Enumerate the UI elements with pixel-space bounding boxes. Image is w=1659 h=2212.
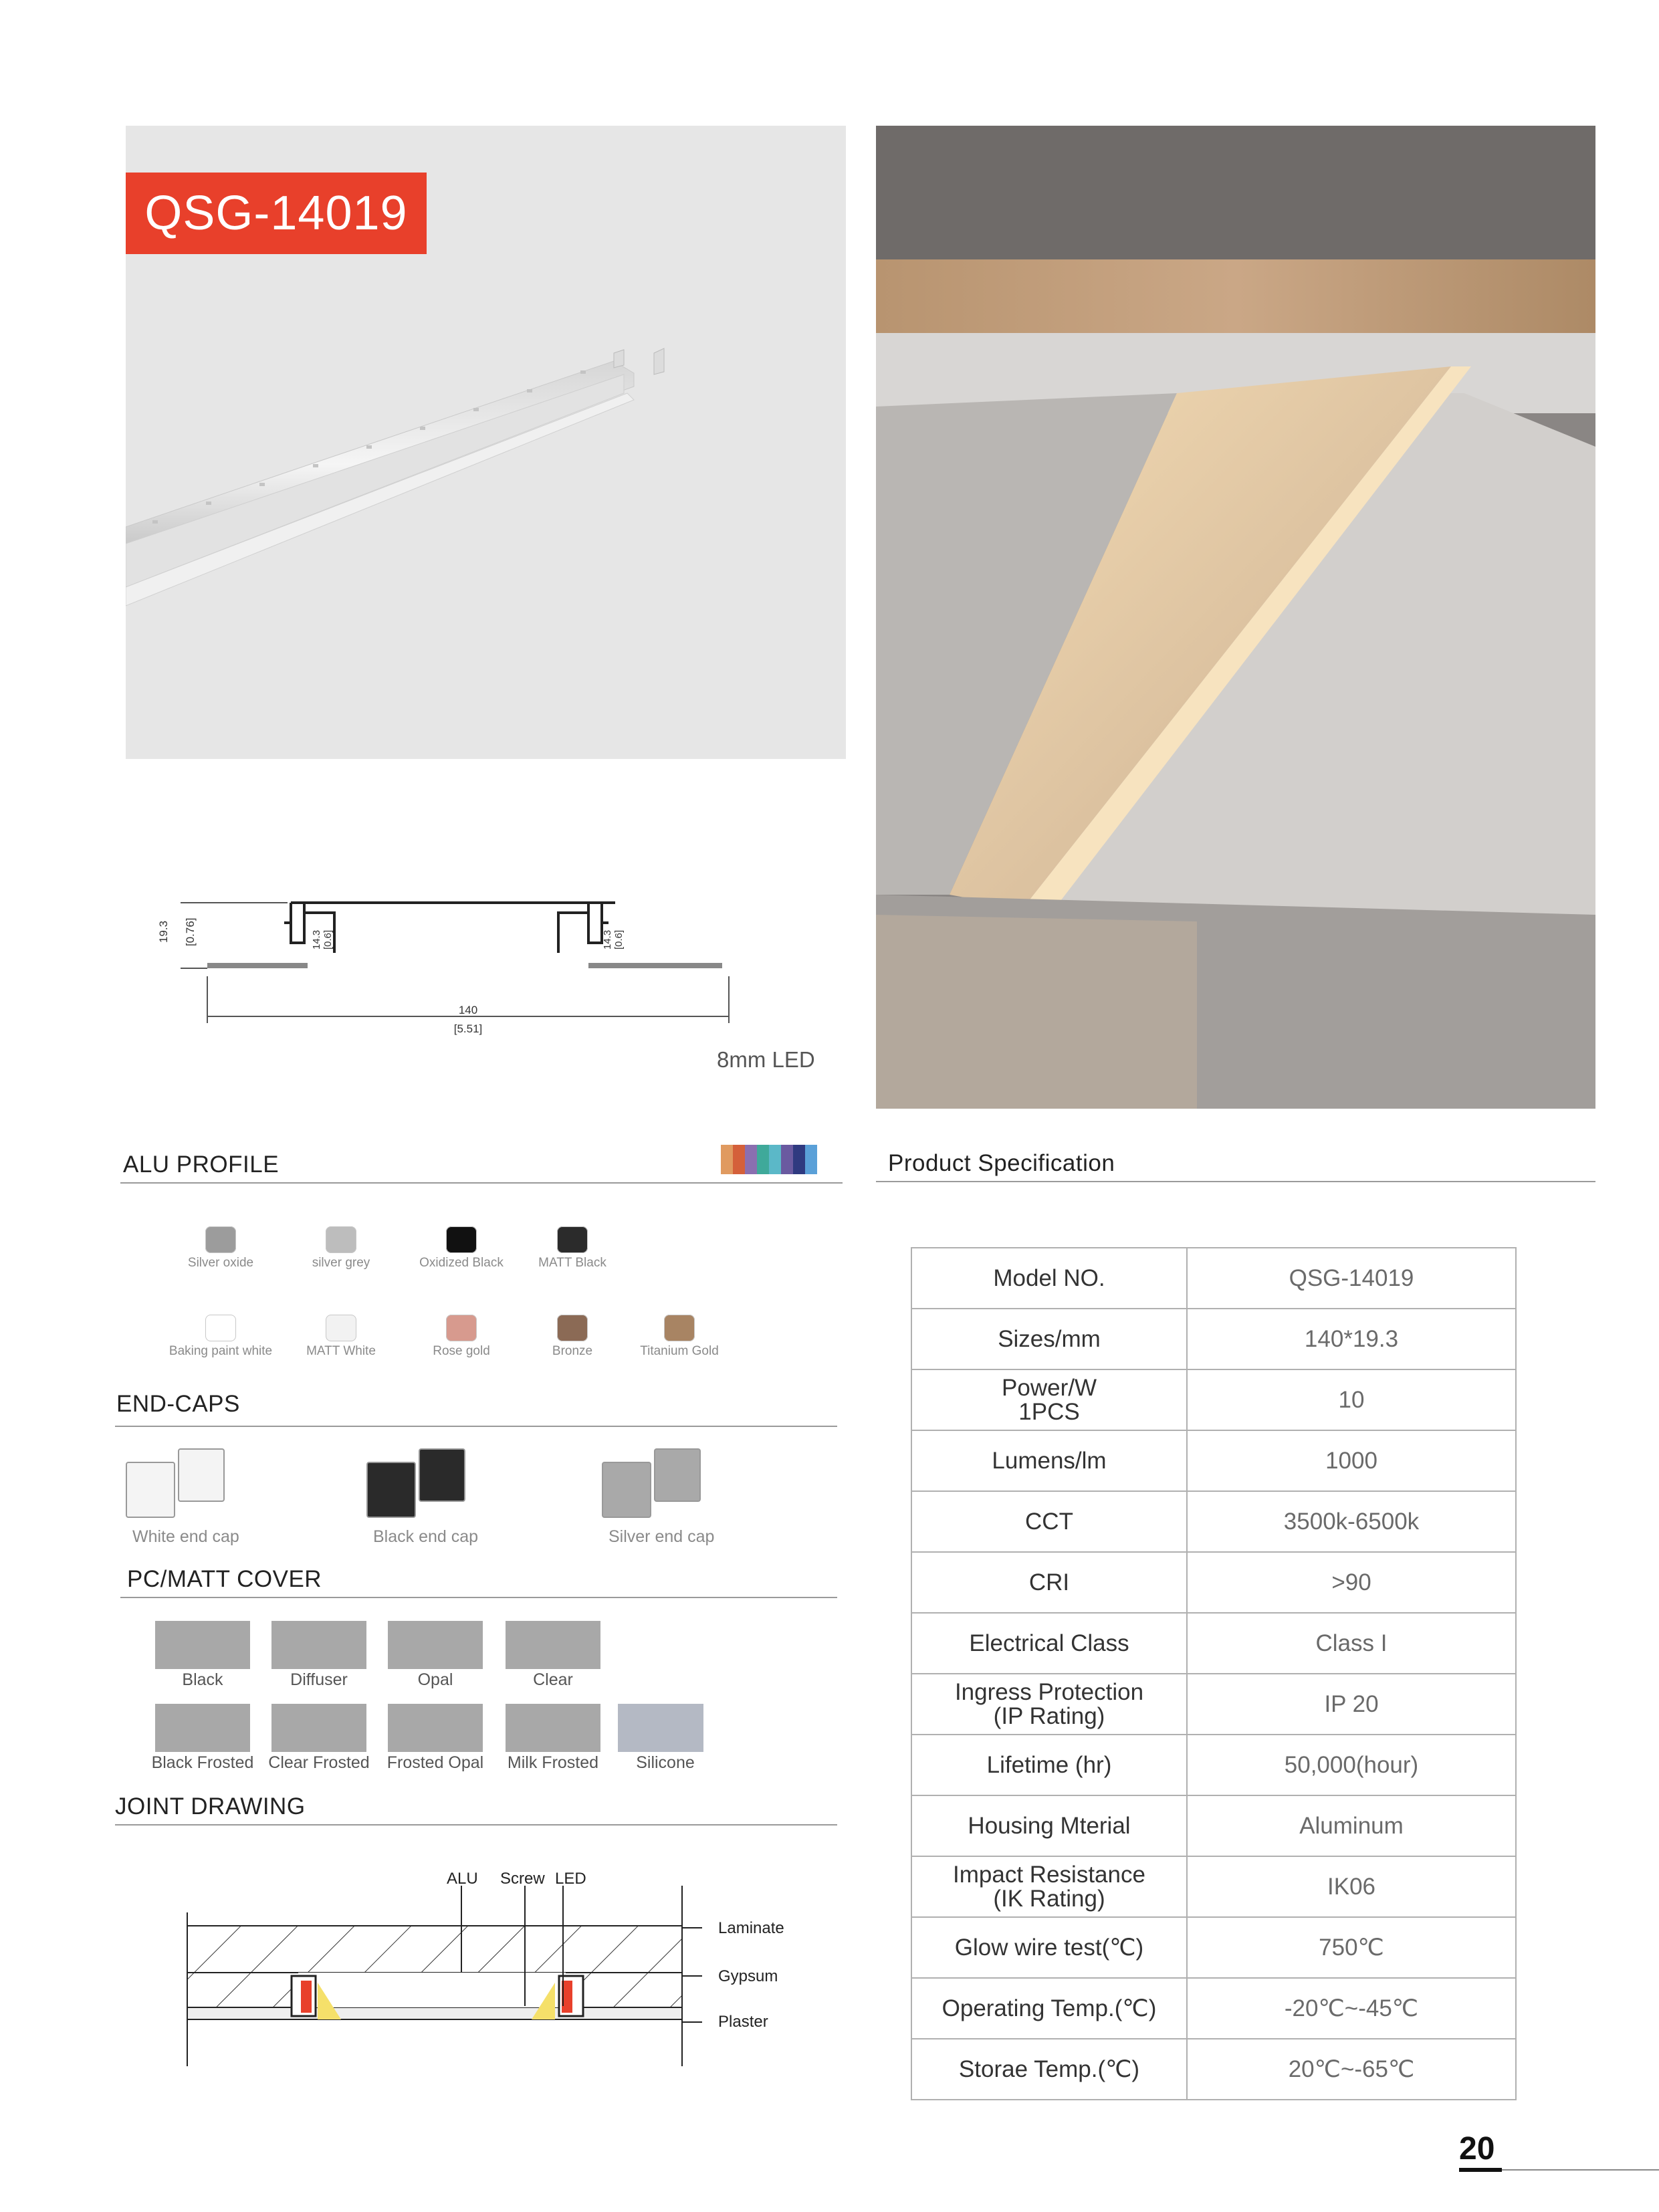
spec-key: Glow wire test(℃) xyxy=(911,1917,1187,1978)
spec-row xyxy=(911,1917,1516,1978)
end-cap-image xyxy=(126,1462,175,1518)
cover-image xyxy=(271,1704,366,1752)
cover-label: Diffuser xyxy=(290,1670,348,1689)
divider xyxy=(115,1824,837,1826)
joint-label-led: LED xyxy=(555,1870,586,1888)
divider xyxy=(876,1181,1595,1182)
spec-value: IK06 xyxy=(1187,1856,1516,1917)
cover-label: Milk Frosted xyxy=(507,1753,599,1772)
palette-chip xyxy=(769,1145,781,1174)
spec-value: 750℃ xyxy=(1187,1917,1516,1978)
spec-key: Model NO. xyxy=(911,1248,1187,1309)
color-swatch xyxy=(557,1226,588,1253)
inner-height-in-label-left: [0.6] xyxy=(322,929,334,950)
spec-value: IP 20 xyxy=(1187,1674,1516,1735)
color-swatch xyxy=(446,1315,477,1341)
joint-label-alu: ALU xyxy=(447,1870,478,1888)
color-swatch xyxy=(446,1226,477,1253)
model-badge: QSG-14019 xyxy=(126,173,427,254)
spec-row xyxy=(911,1978,1516,2039)
color-swatch xyxy=(326,1226,356,1253)
spec-key: Operating Temp.(℃) xyxy=(911,1978,1187,2039)
width-mm-label: 140 xyxy=(458,1004,478,1016)
color-swatch xyxy=(664,1315,695,1341)
cover-label: Clear xyxy=(533,1670,573,1689)
joint-label-plaster: Plaster xyxy=(718,2013,768,2031)
color-swatch xyxy=(557,1315,588,1341)
spec-key: Lumens/lm xyxy=(911,1430,1187,1491)
spec-row xyxy=(911,1674,1516,1735)
spec-key: Ingress Protection (IP Rating) xyxy=(911,1674,1187,1735)
color-swatch-label: Titanium Gold xyxy=(640,1344,719,1358)
spec-row xyxy=(911,1795,1516,1856)
palette-chip xyxy=(733,1145,745,1174)
spec-key: Electrical Class xyxy=(911,1613,1187,1674)
palette-chip xyxy=(721,1145,733,1174)
color-swatch xyxy=(205,1226,236,1253)
cover-label: Clear Frosted xyxy=(268,1753,370,1772)
cover-label: Silicone xyxy=(636,1753,695,1772)
cover-image xyxy=(388,1621,483,1669)
palette-chip xyxy=(793,1145,805,1174)
divider xyxy=(120,1597,837,1598)
divider xyxy=(120,1182,843,1184)
spec-key: Impact Resistance (IK Rating) xyxy=(911,1856,1187,1917)
cover-image xyxy=(271,1621,366,1669)
joint-label-gypsum: Gypsum xyxy=(718,1967,778,1985)
color-swatch-label: Silver oxide xyxy=(187,1256,254,1270)
end-cap-image xyxy=(366,1462,416,1518)
spec-row xyxy=(911,1613,1516,1674)
palette-chip xyxy=(805,1145,817,1174)
joint-label-screw: Screw xyxy=(500,1870,545,1888)
spec-row xyxy=(911,1552,1516,1613)
end-caps-title: END-CAPS xyxy=(116,1391,240,1417)
color-swatch-label: MATT Black xyxy=(538,1256,606,1270)
color-swatch-label: Baking paint white xyxy=(169,1344,273,1358)
profile-section-drawing xyxy=(154,883,742,1057)
cover-image xyxy=(388,1704,483,1752)
color-swatch-label: MATT White xyxy=(306,1344,376,1358)
palette-chip xyxy=(757,1145,769,1174)
spec-row xyxy=(911,1248,1516,1309)
spec-table xyxy=(911,1247,1517,2100)
color-swatch-label: Oxidized Black xyxy=(419,1256,504,1270)
cover-label: Black xyxy=(182,1670,223,1689)
spec-value: 3500k-6500k xyxy=(1187,1491,1516,1552)
inner-height-in-label-right: [0.6] xyxy=(613,929,625,950)
inner-height-mm-label-right: 14.3 xyxy=(602,929,613,950)
end-cap-image xyxy=(602,1462,651,1518)
spec-title: Product Specification xyxy=(888,1150,1115,1176)
spec-value: Class I xyxy=(1187,1613,1516,1674)
palette-chip xyxy=(745,1145,757,1174)
spec-value: QSG-14019 xyxy=(1187,1248,1516,1309)
page-number: 20 xyxy=(1459,2131,1495,2167)
divider xyxy=(115,1426,837,1427)
cover-label: Frosted Opal xyxy=(386,1753,484,1772)
spec-row xyxy=(911,1491,1516,1552)
cover-image xyxy=(506,1704,600,1752)
color-palette xyxy=(721,1145,817,1174)
spec-row xyxy=(911,2039,1516,2100)
footer-rule xyxy=(1502,2169,1659,2171)
spec-row xyxy=(911,1309,1516,1369)
spec-row xyxy=(911,1856,1516,1917)
joint-drawing-title: JOINT DRAWING xyxy=(115,1793,306,1819)
cover-label: Opal xyxy=(417,1670,453,1689)
cover-image xyxy=(155,1704,250,1752)
spec-value: 10 xyxy=(1187,1369,1516,1430)
spec-value: 140*19.3 xyxy=(1187,1309,1516,1369)
spec-value: Aluminum xyxy=(1187,1795,1516,1856)
cover-title: PC/MATT COVER xyxy=(127,1566,322,1592)
end-cap-image xyxy=(178,1448,225,1502)
spec-value: >90 xyxy=(1187,1552,1516,1613)
spec-row xyxy=(911,1369,1516,1430)
cover-image xyxy=(155,1621,250,1669)
cover-image xyxy=(506,1621,600,1669)
spec-key: Housing Mterial xyxy=(911,1795,1187,1856)
spec-key: CRI xyxy=(911,1552,1187,1613)
cover-image xyxy=(618,1704,703,1752)
color-swatch-label: Rose gold xyxy=(433,1344,490,1358)
spec-value: 1000 xyxy=(1187,1430,1516,1491)
color-swatch-label: silver grey xyxy=(312,1256,370,1270)
color-swatch xyxy=(205,1315,236,1341)
palette-chip xyxy=(781,1145,793,1174)
height-in-label: [0.76] xyxy=(184,917,197,946)
alu-profile-title: ALU PROFILE xyxy=(123,1151,280,1178)
end-cap-label: Black end cap xyxy=(373,1527,479,1546)
inner-height-mm-label-left: 14.3 xyxy=(311,929,322,950)
spec-value: -20℃~-45℃ xyxy=(1187,1978,1516,2039)
spec-value: 20℃~-65℃ xyxy=(1187,2039,1516,2100)
joint-label-laminate: Laminate xyxy=(718,1919,784,1937)
spec-key: Sizes/mm xyxy=(911,1309,1187,1369)
spec-key: Power/W 1PCS xyxy=(911,1369,1187,1430)
spec-value: 50,000(hour) xyxy=(1187,1735,1516,1795)
spec-row xyxy=(911,1430,1516,1491)
spec-key: CCT xyxy=(911,1491,1187,1552)
height-mm-label: 19.3 xyxy=(157,920,170,943)
end-cap-label: Silver end cap xyxy=(609,1527,715,1546)
page-number-underline xyxy=(1459,2168,1502,2172)
end-cap-image xyxy=(419,1448,465,1502)
cover-label: Black Frosted xyxy=(151,1753,254,1772)
spec-key: Lifetime (hr) xyxy=(911,1735,1187,1795)
end-cap-image xyxy=(654,1448,701,1502)
spec-row xyxy=(911,1735,1516,1795)
end-cap-label: White end cap xyxy=(132,1527,239,1546)
color-swatch xyxy=(326,1315,356,1341)
width-in-label: [5.51] xyxy=(453,1022,483,1035)
spec-key: Storae Temp.(℃) xyxy=(911,2039,1187,2100)
led-note: 8mm LED xyxy=(717,1047,815,1072)
installation-photo xyxy=(876,126,1595,1109)
color-swatch-label: Bronze xyxy=(552,1344,593,1358)
joint-drawing xyxy=(181,1872,702,2066)
